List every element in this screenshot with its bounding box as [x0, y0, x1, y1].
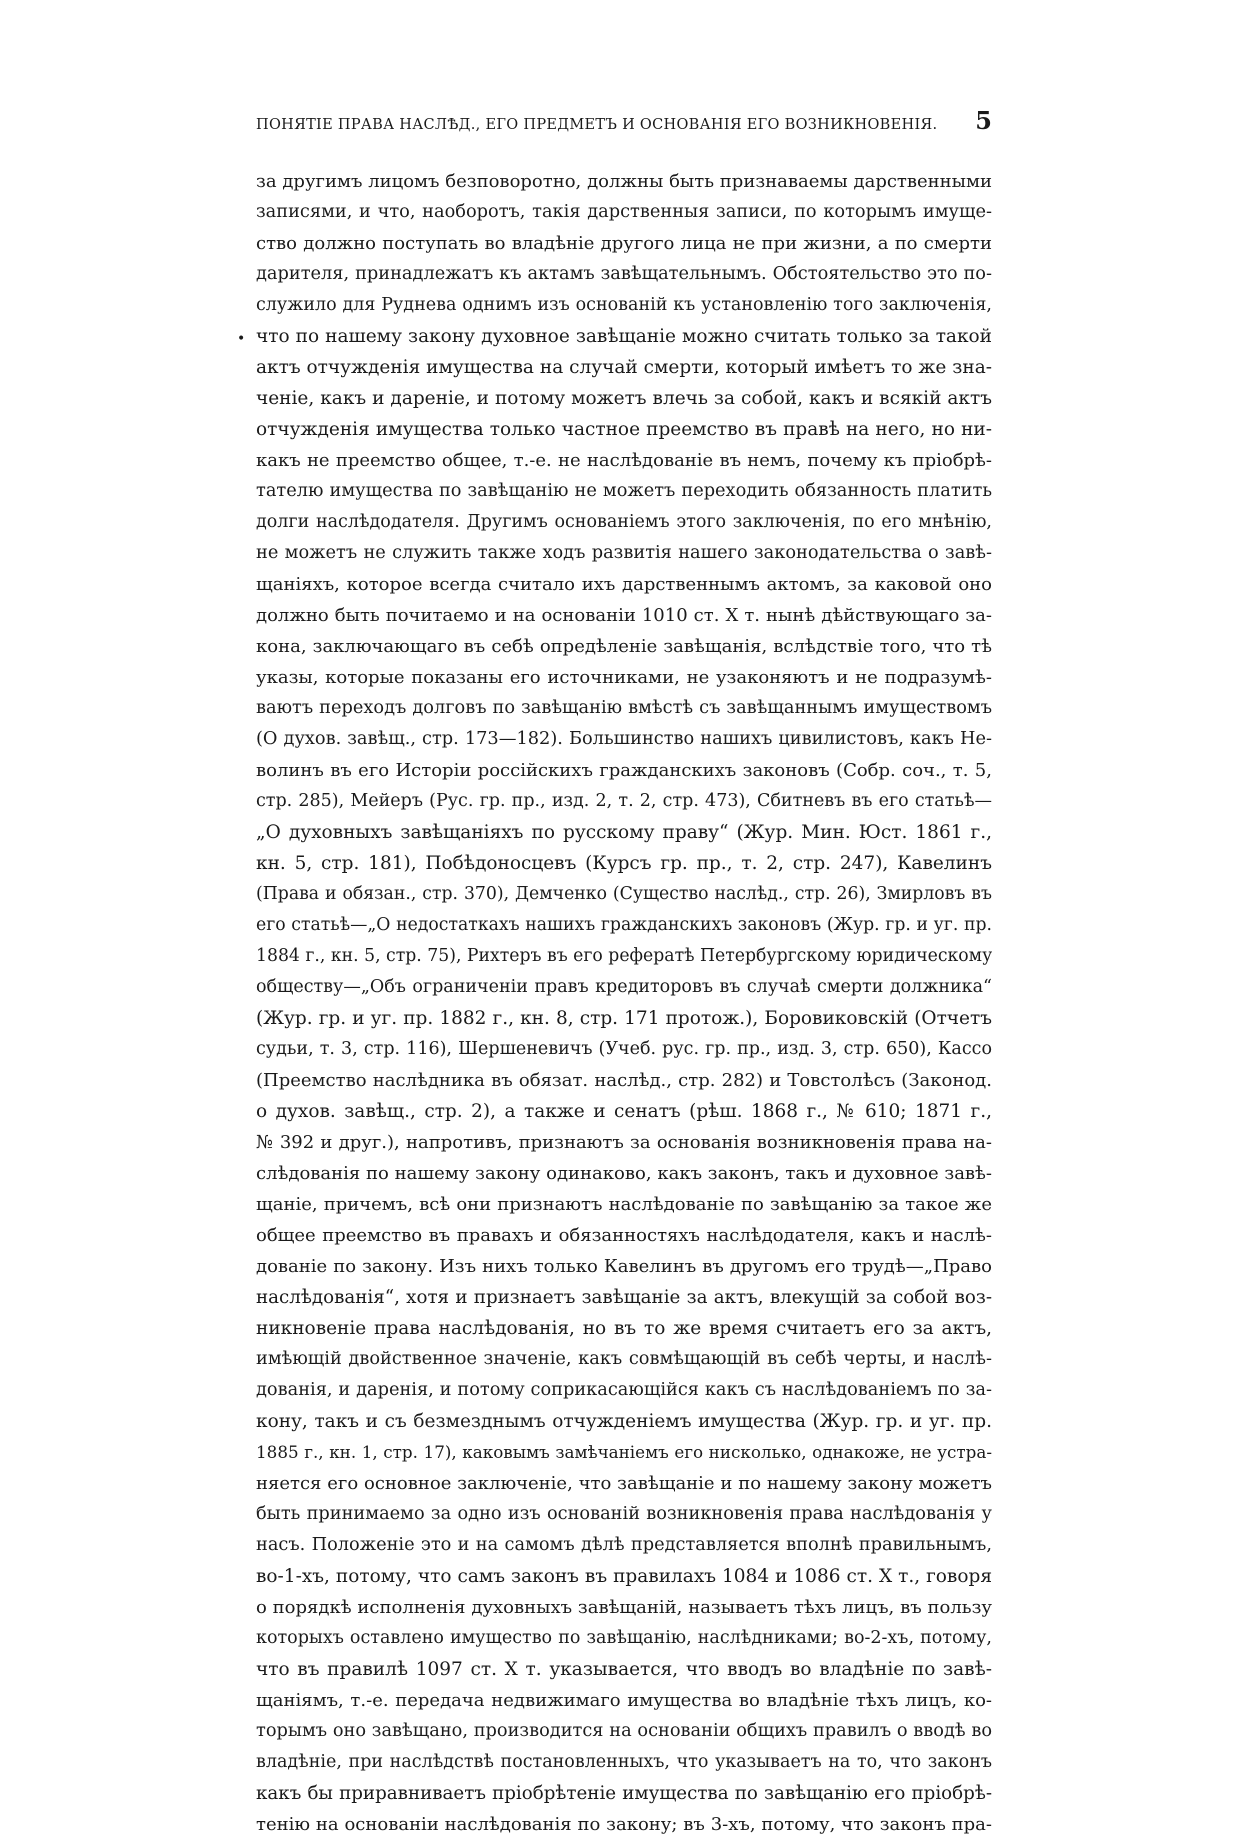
text-line: наслѣдованія“, хотя и признаетъ завѣщаніе за актъ, влекущій за собой воз-	[256, 1287, 992, 1308]
text-line: что по нашему закону духовное завѣщаніе можно считать только за такой	[256, 326, 992, 347]
text-line: № 392 и друг.), напротивъ, признаютъ за основанія возникновенія права на-	[256, 1132, 992, 1153]
text-line: дованія, и даренія, и потому соприкасающійся какъ съ наслѣдованіемъ по за-	[256, 1380, 992, 1400]
text-line: (Права и обязан., стр. 370), Демченко (Существо наслѣд., стр. 26), Змирловъ въ	[256, 884, 992, 904]
text-line: кону, такъ и съ безмезднымъ отчужденіемъ имущества (Жур. гр. и уг. пр.	[256, 1411, 992, 1432]
text-line: о духов. завѣщ., стр. 2), а также и сенатъ (рѣш. 1868 г., № 610; 1871 г.,	[256, 1101, 992, 1122]
text-line: актъ отчужденія имущества на случай смерти, который имѣетъ то же зна-	[256, 357, 992, 378]
text-line: судьи, т. 3, стр. 116), Шершеневичъ (Учеб. рус. гр. пр., изд. 3, стр. 650), Кассо	[256, 1039, 992, 1059]
text-line: кона, заключающаго въ себѣ опредѣленіе завѣщанія, вслѣдствіе того, что тѣ	[256, 636, 992, 657]
text-line: общее преемство въ правахъ и обязанностяхъ наслѣдодателя, какъ и наслѣ-	[256, 1225, 992, 1246]
text-line: (Преемство наслѣдника въ обязат. наслѣд., стр. 282) и Товстолѣсъ (Законод.	[256, 1070, 992, 1091]
text-line: во-1-хъ, потому, что самъ законъ въ правилахъ 1084 и 1086 ст. X т., говоря	[256, 1566, 992, 1587]
text-line: указы, которые показаны его источниками, не узаконяютъ и не подразумѣ-	[256, 667, 992, 688]
text-line: 1885 г., кн. 1, стр. 17), каковымъ замѣчаніемъ его нисколько, однакоже, не устра-	[256, 1442, 992, 1462]
text-line: о порядкѣ исполненія духовныхъ завѣщаній, называетъ тѣхъ лицъ, въ пользу	[256, 1597, 992, 1618]
text-line: быть принимаемо за одно изъ основаній возникновенія права наслѣдованія у	[256, 1504, 992, 1524]
running-header	[256, 106, 992, 136]
margin-mark: •	[237, 331, 246, 347]
text-line: кн. 5, стр. 181), Побѣдоносцевъ (Курсъ гр. пр., т. 2, стр. 247), Кавелинъ	[256, 853, 992, 874]
text-line: слѣдованія по нашему закону одинаково, какъ законъ, такъ и духовное завѣ-	[256, 1163, 992, 1184]
text-line: тателю имущества по завѣщанію не можетъ переходить обязанность платить	[256, 481, 992, 501]
text-line: владѣніе, при наслѣдствѣ постановленныхъ, что указываетъ на то, что законъ	[256, 1752, 992, 1772]
text-line: щаніе, причемъ, всѣ они признаютъ наслѣдованіе по завѣщанію за такое же	[256, 1194, 992, 1215]
page-number: 5	[975, 106, 992, 135]
text-line: ченіе, какъ и дареніе, и потому можетъ влечь за собой, какъ и всякій актъ	[256, 388, 992, 409]
text-line: за другимъ лицомъ безповоротно, должны быть признаваемы дарственными	[256, 171, 992, 192]
text-line: „О духовныхъ завѣщаніяхъ по русскому праву“ (Жур. Мин. Юст. 1861 г.,	[256, 822, 992, 843]
text-line: щаніяхъ, которое всегда считало ихъ дарственнымъ актомъ, за каковой оно	[256, 574, 992, 595]
text-line: не можетъ не служить также ходъ развитія нашего законодательства о завѣ-	[256, 543, 992, 563]
text-line: насъ. Положеніе это и на самомъ дѣлѣ представляется вполнѣ правильнымъ,	[256, 1535, 992, 1555]
text-line: стр. 285), Мейеръ (Рус. гр. пр., изд. 2, т. 2, стр. 473), Сбитневъ въ его статьѣ—	[256, 791, 992, 811]
body-text	[256, 166, 992, 1840]
text-line: няется его основное заключеніе, что завѣщаніе и по нашему закону можетъ	[256, 1473, 992, 1494]
text-line: торымъ оно завѣщано, производится на основаніи общихъ правилъ о вводѣ во	[256, 1721, 992, 1741]
text-line: какъ бы приравниваетъ пріобрѣтеніе имущества по завѣщанію его пріобрѣ-	[256, 1783, 992, 1804]
text-line: что въ правилѣ 1097 ст. X т. указывается, что вводъ во владѣніе по завѣ-	[256, 1659, 992, 1680]
text-line: (Жур. гр. и уг. пр. 1882 г., кн. 8, стр. 171 протож.), Боровиковскій (Отчетъ	[256, 1008, 992, 1029]
text-line: волинъ въ его Исторіи россійскихъ гражданскихъ законовъ (Собр. соч., т. 5,	[256, 760, 992, 781]
text-line: щаніямъ, т.-е. передача недвижимаго имущества во владѣніе тѣхъ лицъ, ко-	[256, 1690, 992, 1711]
text-line: его статьѣ—„О недостаткахъ нашихъ гражданскихъ законовъ (Жур. гр. и уг. пр.	[256, 915, 992, 935]
text-line: имѣющій двойственное значеніе, какъ совмѣщающій въ себѣ черты, и наслѣ-	[256, 1349, 992, 1369]
text-line: ство должно поступать во владѣніе другого лица не при жизни, а по смерти	[256, 233, 992, 254]
text-line: которыхъ оставлено имущество по завѣщанію, наслѣдниками; во-2-хъ, потому,	[256, 1628, 992, 1648]
text-line: тенію на основаніи наслѣдованія по закону; въ 3-хъ, потому, что законъ пра-	[256, 1814, 992, 1835]
text-line: какъ не преемство общее, т.-е. не наслѣдованіе въ немъ, почему къ пріобрѣ-	[256, 450, 992, 471]
text-line: долги наслѣдодателя. Другимъ основаніемъ этого заключенія, по его мнѣнію,	[256, 512, 992, 532]
text-line: записями, и что, наоборотъ, такія дарственныя записи, по которымъ имуще-	[256, 202, 992, 222]
text-line: служило для Руднева однимъ изъ основаній къ установленію того заключенія,	[256, 295, 992, 315]
text-line: дарителя, принадлежатъ къ актамъ завѣщательнымъ. Обстоятельство это по-	[256, 264, 992, 284]
text-line: должно быть почитаемо и на основаніи 1010 ст. X т. нынѣ дѣйствующаго за-	[256, 605, 992, 626]
text-line: никновеніе права наслѣдованія, но въ то же время считаетъ его за актъ,	[256, 1318, 992, 1339]
text-line: 1884 г., кн. 5, стр. 75), Рихтеръ въ его рефератѣ Петербургскому юридическому	[256, 946, 992, 966]
text-line: ваютъ переходъ долговъ по завѣщанію вмѣстѣ съ завѣщаннымъ имуществомъ	[256, 698, 992, 718]
running-title: ПОНЯТІЕ ПРАВА НАСЛѢД., ЕГО ПРЕДМЕТЪ И ОСНОВАНІЯ ЕГО ВОЗНИКНОВЕНІЯ.	[256, 117, 938, 133]
text-line: (О духов. завѣщ., стр. 173—182). Большинство нашихъ цивилистовъ, какъ Не-	[256, 729, 992, 749]
text-line: отчужденія имущества только частное преемство въ правѣ на него, но ни-	[256, 419, 992, 440]
text-line: дованіе по закону. Изъ нихъ только Кавелинъ въ другомъ его трудѣ—„Право	[256, 1256, 992, 1277]
text-line: обществу—„Объ ограниченіи правъ кредиторовъ въ случаѣ смерти должника“	[256, 977, 992, 997]
